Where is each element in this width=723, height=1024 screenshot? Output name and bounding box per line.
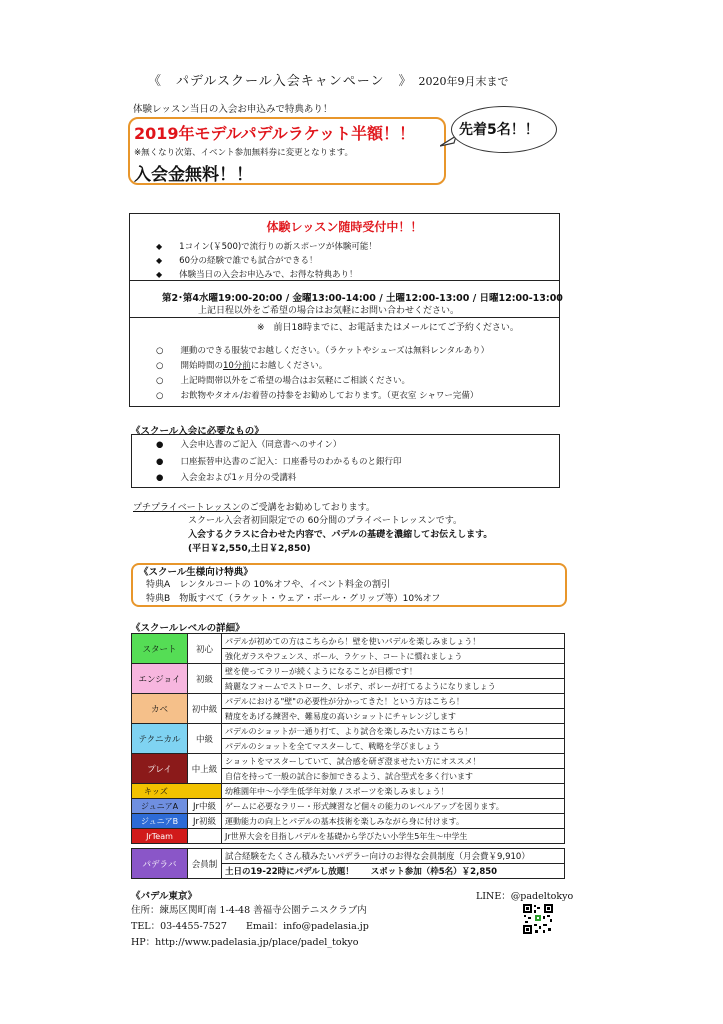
table-row [132, 799, 565, 814]
perk-item [146, 591, 440, 604]
private-lesson-desc: スクール入会者初回限定での 60分間のプライベートレッスンです。 [188, 516, 463, 526]
trial-item-text: 60分の経験で誰でも試合ができる！ [179, 256, 318, 266]
level-grade: 初級 [188, 664, 222, 694]
private-lesson-text: のご受講をお勧めしております。 [240, 503, 375, 513]
bubble-text: 先着5名！！ [459, 122, 539, 138]
trial-item-text: 体験当日の入会お申込みで、お得な特典あり！ [179, 270, 358, 280]
diamond-icon: ◆ [156, 270, 163, 279]
private-lesson-link: プチプライベートレッスン [133, 503, 241, 513]
diamond-icon: ◆ [156, 256, 163, 265]
title-text: 《 パデルスクール入会キャンペーン 》 [148, 74, 413, 89]
trial-item [156, 268, 358, 280]
note-item [156, 389, 478, 401]
qr-code-icon [522, 903, 554, 935]
divider [129, 280, 560, 281]
trial-item [156, 254, 318, 266]
perks-heading: 《スクール生様向け特典》 [139, 567, 253, 578]
junior-desc: 幼稚園年中～小学生低学年対象 / スポーツを楽しみましょう！ [222, 784, 565, 799]
promo-headline: 2019年モデルパデルラケット半額！！ [134, 124, 416, 143]
requirement-item [156, 455, 401, 467]
circle-icon: ○ [156, 346, 164, 356]
note-suffix: にお越しください。 [250, 361, 328, 371]
junior-grade [188, 829, 222, 844]
level-desc: パデルが初めての方はこちらから！壁を使いパデルを楽しみましょう！ [222, 634, 565, 649]
table-row [132, 814, 565, 829]
note-item [156, 344, 489, 356]
level-desc: パデルにおける"壁"の必要性が分かってきた！という方はこちら！ [222, 694, 565, 709]
note-item [156, 374, 410, 386]
junior-grade: Jr中級 [188, 799, 222, 814]
membership-grade: 会員制 [188, 849, 222, 879]
table-row [132, 664, 565, 679]
junior-name: ジュニアA [132, 799, 188, 814]
deadline: 2020年9月末まで [418, 75, 509, 88]
membership-table [131, 848, 565, 879]
junior-name: JrTeam [132, 829, 188, 844]
levels-table [131, 633, 565, 844]
level-name: カベ [132, 694, 188, 724]
level-desc: 綺麗なフォームでストローク、レボテ、ボレーが打てるようになりましょう [222, 679, 565, 694]
perk-label: 特典B [146, 594, 171, 604]
schedule-note: 上記日程以外をご希望の場合はお気軽にお問い合わせください。 [198, 306, 460, 316]
circle-icon: ○ [156, 391, 164, 401]
level-grade: 中上級 [188, 754, 222, 784]
membership-name: パデラバ [132, 849, 188, 879]
note-text: 開始時間の [180, 361, 223, 371]
note-text: お飲物やタオル/お着替の持参をお勧めしております。（更衣室 シャワー完備） [180, 391, 479, 401]
level-name: プレイ [132, 754, 188, 784]
membership-desc: 試合経験をたくさん積みたいパデラー向けのお得な会員制度（月会費￥9,910） [222, 849, 565, 864]
schedule: 第2･第4水曜19:00-20:00 / 金曜13:00-14:00 / 土曜12:00-13:00 / 日曜12:00-13:00 [162, 293, 563, 304]
level-name: スタート [132, 634, 188, 664]
requirement-item [156, 438, 341, 450]
table-row [132, 754, 565, 769]
table-row [132, 724, 565, 739]
level-grade: 中級 [188, 724, 222, 754]
footer-address: 住所：練馬区関町南 1-4-48 善福寺公園テニスクラブ内 [131, 905, 367, 916]
junior-desc: 運動能力の向上とパデルの基本技術を楽しみながら身に付けます。 [222, 814, 565, 829]
requirement-text: 入会金および1ヶ月分の受講料 [180, 473, 297, 483]
note-item [156, 359, 327, 371]
level-desc: 壁を使ってラリーが続くようになることが目標です！ [222, 664, 565, 679]
footer-line: LINE：@padeltokyo [476, 891, 574, 902]
level-desc: 強化ガラスやフェンス、ボール、ラケット、コートに慣れましょう [222, 649, 565, 664]
bullet-icon: ● [156, 440, 164, 450]
diamond-icon: ◆ [156, 242, 163, 251]
junior-name: ジュニアB [132, 814, 188, 829]
intro-text: 体験レッスン当日の入会お申込みで特典あり！ [133, 104, 333, 115]
bullet-icon: ● [156, 457, 164, 467]
trial-item-text: 1コイン(￥500)で流行りの新スポーツが体験可能！ [179, 242, 377, 252]
trial-item [156, 240, 377, 252]
perk-item [146, 577, 390, 590]
divider [129, 317, 560, 318]
table-row [132, 849, 565, 864]
level-desc: 自信を持って一般の試合に参加できるよう、試合型式を多く行います [222, 769, 565, 784]
junior-name: キッズ [132, 784, 222, 799]
footer-contact: TEL：03-4455-7527 Email：info@padelasia.jp [131, 921, 369, 932]
table-row [132, 694, 565, 709]
note-text: 運動のできる服装でお越しください。（ラケットやシューズは無料レンタルあり） [180, 346, 490, 356]
private-lesson-line [133, 500, 375, 513]
table-row [132, 784, 565, 799]
table-row [132, 634, 565, 649]
requirements-heading: 《スクール入会に必要なもの》 [131, 426, 264, 437]
footer-hp: HP：http://www.padelasia.jp/place/padel_tokyo [131, 937, 359, 948]
junior-desc: Jr世界大会を目指しパデルを基礎から学びたい小学生5年生～中学生 [222, 829, 565, 844]
note-text: 上記時間帯以外をご希望の場合はお気軽にご相談ください。 [180, 376, 410, 386]
circle-icon: ○ [156, 361, 164, 371]
junior-grade: Jr初級 [188, 814, 222, 829]
perk-text: 物販すべて（ラケット・ウェア・ボール・グリップ等）10%オフ [179, 594, 441, 604]
level-desc: パデルのショットを全てマスターして、戦略を学びましょう [222, 739, 565, 754]
note-underlined: 10分前 [222, 361, 251, 371]
promo-note: ※無くなり次第、イベント参加無料券に変更となります。 [134, 148, 353, 158]
requirement-item [156, 471, 296, 483]
requirement-text: 口座振替申込書のご記入：口座番号のわかるものと銀行印 [180, 457, 402, 467]
footer-name: 《パデル東京》 [131, 891, 198, 902]
perk-label: 特典A [146, 580, 171, 590]
bullet-icon: ● [156, 473, 164, 483]
circle-icon: ○ [156, 376, 164, 386]
level-name: エンジョイ [132, 664, 188, 694]
private-lesson-price: (平日￥2,550,土日￥2,850) [188, 544, 311, 554]
requirement-text: 入会申込書のご記入（同意書へのサイン） [180, 440, 342, 450]
level-grade: 初中級 [188, 694, 222, 724]
membership-desc: 土日の19-22時にパデルし放題！ スポット参加（枠5名）￥2,850 [222, 864, 565, 879]
table-row [132, 829, 565, 844]
promo-free: 入会金無料！！ [134, 165, 253, 185]
levels-heading: 《スクールレベルの詳細》 [131, 623, 245, 634]
level-desc: 精度をあげる練習や、難易度の高いショットにチャレンジします [222, 709, 565, 724]
level-desc: ショットをマスターしていて、試合感を研ぎ澄ませたい方にオススメ！ [222, 754, 565, 769]
trial-title: 体験レッスン随時受付中！！ [266, 220, 423, 234]
level-grade: 初心 [188, 634, 222, 664]
private-lesson-content: 入会するクラスに合わせた内容で、パデルの基礎を濃縮してお伝えします。 [188, 530, 493, 540]
perk-text: レンタルコートの 10%オフや、イベント料金の割引 [179, 580, 391, 590]
level-name: テクニカル [132, 724, 188, 754]
level-desc: パデルのショットが一通り打て、より試合を楽しみたい方はこちら！ [222, 724, 565, 739]
reservation-note: ※ 前日18時までに、お電話またはメールにてご予約ください。 [257, 323, 519, 333]
page-title [148, 70, 508, 89]
junior-desc: ゲームに必要なラリー・形式練習など個々の能力のレベルアップを図ります。 [222, 799, 565, 814]
